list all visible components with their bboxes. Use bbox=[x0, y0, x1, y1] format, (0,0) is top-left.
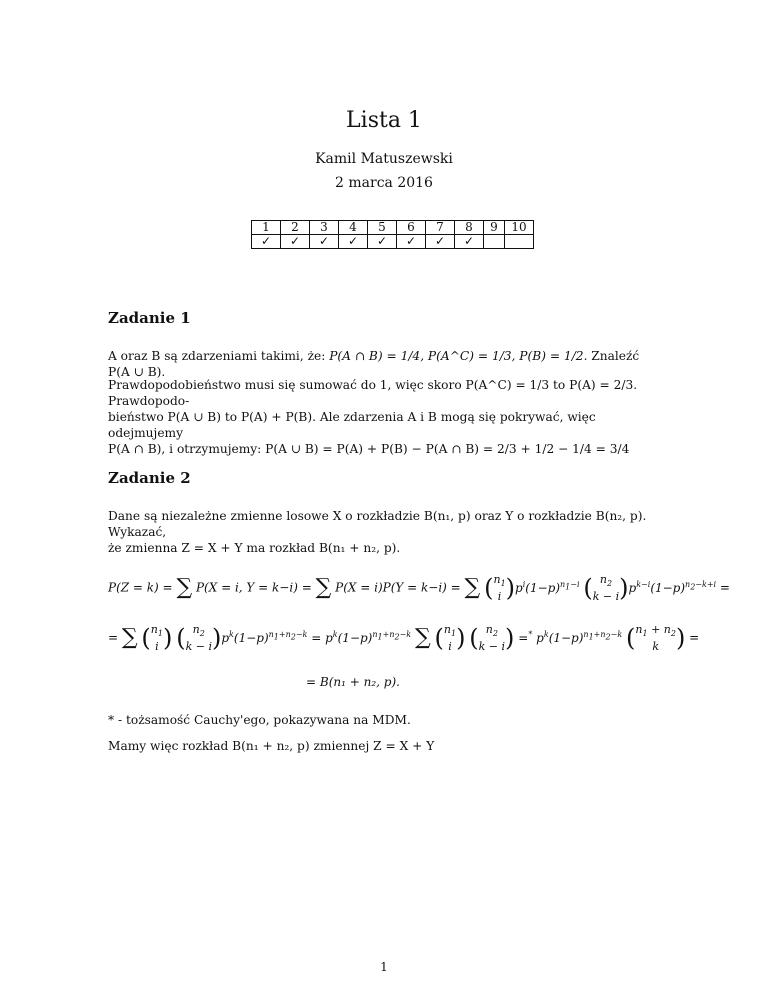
binom-n2-k-i: ( $n_2$ k − i ) bbox=[176, 623, 222, 654]
sum-symbol: ∑ bbox=[464, 575, 481, 601]
task1-statement-suffix: . Znaleźć P(A ∪ B). bbox=[108, 349, 640, 379]
task-number-cell: 1 bbox=[252, 221, 281, 235]
task-number-cell: 2 bbox=[281, 221, 310, 235]
binom-n1-i: ( $n_1$ i ) bbox=[434, 623, 466, 654]
task1-statement bbox=[108, 348, 660, 380]
task-number-cell: 7 bbox=[426, 221, 455, 235]
task-number-cell: 5 bbox=[368, 221, 397, 235]
task-number-cell: 10 bbox=[505, 221, 534, 235]
task2-statement-line: Dane są niezależne zmienne losowe X o rozkładzie B(n₁, p) oraz Y o rozkładzie B(n₂, p). Wykazać, bbox=[108, 509, 647, 539]
check-icon: ✓ bbox=[397, 235, 426, 249]
task1-heading: Zadanie 1 bbox=[108, 309, 191, 327]
task2-statement-line: że zmienna Z = X + Y ma rozkład B(n₁ + n₂, p). bbox=[108, 541, 401, 555]
task2-conclusion: Mamy więc rozkład B(n₁ + n₂, p) zmiennej Z = X + Y bbox=[108, 739, 435, 753]
equation-row-3: = B(n₁ + n₂, p). bbox=[306, 675, 400, 689]
binom-n1-i: ( $n_1$ i ) bbox=[484, 573, 516, 604]
check-icon: ✓ bbox=[310, 235, 339, 249]
author-name: Kamil Matuszewski bbox=[315, 151, 453, 167]
sum-symbol: ∑ bbox=[121, 625, 138, 651]
cauchy-star: =* bbox=[518, 629, 533, 645]
task-number-cell: 3 bbox=[310, 221, 339, 235]
binom-n2-k-i: ( $n_2$ k − i ) bbox=[583, 573, 629, 604]
equation-row-1: P(Z = k) = ∑ P(X = i, Y = k−i) = ∑ P(X = i)P(Y = k−i) = ∑ ( $n_1$ i )$p^i(1-p)^{n_1-i}$ ( $n_2$ k − i )$p^{k-i}(1-p)^{n_2-k+i}$ = bbox=[108, 573, 730, 604]
binom-n1-i: ( $n_1$ i ) bbox=[141, 623, 173, 654]
check-icon: ✓ bbox=[252, 235, 281, 249]
equation-row-2: = ∑ ( $n_1$ i ) ( $n_2$ k − i )$p^k(1-p)^{n_1+n_2-k} = p^k(1-p)^{n_1+n_2-k}$ ∑ ( $n_1$ i ) ( $n_2$ k − i ) =* $p^k(1-p)^{n_1+n_2-k}$ ( $n_1 + n_2$ k ) = bbox=[108, 623, 700, 654]
task-number-cell: 9 bbox=[484, 221, 505, 235]
task-number-cell: 8 bbox=[455, 221, 484, 235]
task-number-cell: 4 bbox=[339, 221, 368, 235]
page-number: 1 bbox=[380, 960, 388, 974]
check-icon: ✓ bbox=[368, 235, 397, 249]
task1-solution bbox=[108, 377, 668, 457]
eq-term-2: P(X = i)P(Y = k−i) = bbox=[335, 580, 461, 595]
check-icon: ✓ bbox=[426, 235, 455, 249]
document-title: Lista 1 bbox=[346, 108, 422, 133]
eq-term-1: P(X = i, Y = k−i) = bbox=[195, 580, 312, 595]
check-icon: ✓ bbox=[339, 235, 368, 249]
binom-n2-k-i: ( $n_2$ k − i ) bbox=[469, 623, 515, 654]
task2-statement bbox=[108, 508, 668, 556]
task1-statement-prefix: A oraz B są zdarzeniami takimi, że: bbox=[108, 349, 330, 363]
task1-solution-line: Prawdopodobieństwo musi się sumować do 1, więc skoro P(A^C) = 1/3 to P(A) = 2/3. Prawdopodo- bbox=[108, 378, 638, 408]
footnote: * - tożsamość Cauchy'ego, pokazywana na MDM. bbox=[108, 713, 411, 727]
progress-table bbox=[251, 220, 534, 249]
empty-mark-cell bbox=[484, 235, 505, 249]
task2-heading: Zadanie 2 bbox=[108, 469, 191, 487]
sum-symbol: ∑ bbox=[414, 625, 431, 651]
eq-lhs: P(Z = k) = bbox=[108, 580, 173, 595]
sum-symbol: ∑ bbox=[315, 575, 332, 601]
task-number-cell: 6 bbox=[397, 221, 426, 235]
progress-marks-row bbox=[252, 235, 534, 249]
binom-n1n2-k: ( $n_1 + n_2$ k ) bbox=[626, 623, 686, 654]
progress-numbers-row bbox=[252, 221, 534, 235]
empty-mark-cell bbox=[505, 235, 534, 249]
task1-solution-line: bieństwo P(A ∪ B) to P(A) + P(B). Ale zdarzenia A i B mogą się pokrywać, więc odejmujemy bbox=[108, 410, 596, 440]
task1-solution-line: P(A ∩ B), i otrzymujemy: P(A ∪ B) = P(A) + P(B) − P(A ∩ B) = 2/3 + 1/2 − 1/4 = 3/4 bbox=[108, 442, 630, 456]
task1-statement-math: P(A ∩ B) = 1/4, P(A^C) = 1/3, P(B) = 1/2 bbox=[329, 349, 584, 363]
sum-symbol: ∑ bbox=[176, 575, 193, 601]
check-icon: ✓ bbox=[455, 235, 484, 249]
document-date: 2 marca 2016 bbox=[335, 175, 433, 191]
check-icon: ✓ bbox=[281, 235, 310, 249]
